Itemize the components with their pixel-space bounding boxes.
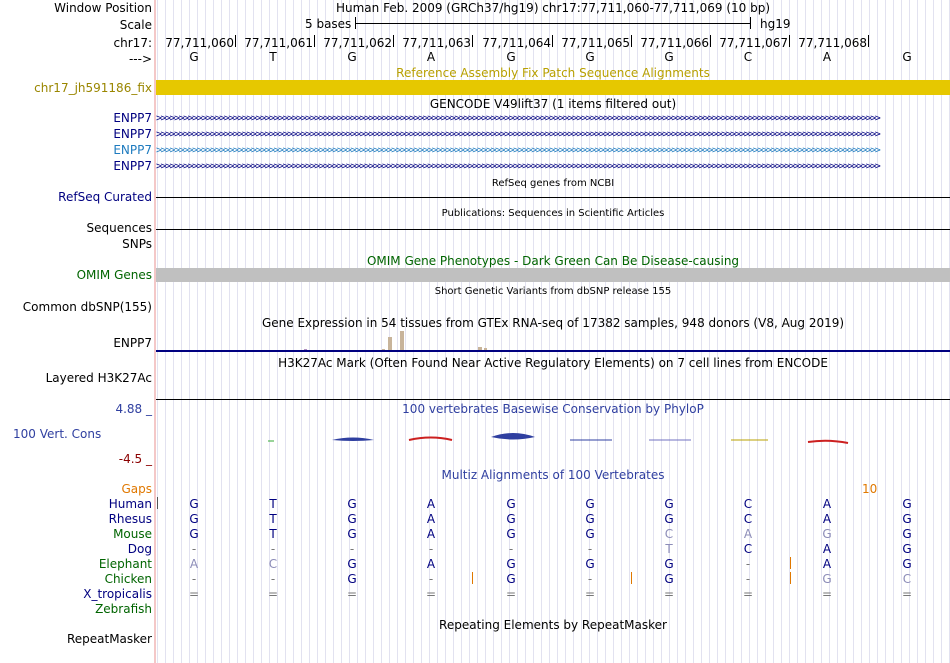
alignment-base: G xyxy=(347,572,357,586)
dbsnp-label[interactable]: Common dbSNP(155) xyxy=(22,300,152,314)
phylop-label[interactable]: 100 Vert. Cons xyxy=(13,427,102,441)
fix-patch-title: Reference Assembly Fix Patch Sequence Alignments xyxy=(396,66,710,80)
alignment-base: A xyxy=(189,557,199,571)
alignment-base: G xyxy=(347,527,357,541)
gencode-strand-3[interactable]: >>>>>>>>>>>>>>>>>>>>>>>>>>>>>>>>>>>>>>>>>>>>>>>>>>>>>>>>>>>>>>>>>>>>>>>>>>>>>>>>>>>>>>>>>>>>>>>>>>>>>>>>>>>>>>>>>>>>>>>>>>>>>>>>>>>>>>>>>>>>>>>>>>>>>>>>>>>>>>>> xyxy=(156,146,880,156)
alignment-base: G xyxy=(585,527,595,541)
alignment-base: A xyxy=(743,527,753,541)
phylop-max: 4.88 _ xyxy=(115,402,152,416)
alignment-base: - xyxy=(745,572,751,586)
refseq-label[interactable]: RefSeq Curated xyxy=(58,190,152,204)
phylop-graph[interactable] xyxy=(156,428,950,450)
publications-line xyxy=(156,229,950,230)
alignment-base: A xyxy=(426,512,436,526)
fix-patch-label[interactable]: chr17_jh591186_fix xyxy=(34,81,152,95)
gencode-item-2[interactable]: ENPP7 xyxy=(113,127,152,141)
alignment-base: C xyxy=(902,572,912,586)
alignment-base: C xyxy=(664,527,674,541)
species-label[interactable]: Zebrafish xyxy=(95,602,152,616)
repeatmasker-label[interactable]: RepeatMasker xyxy=(66,632,152,646)
alignment-base: = xyxy=(743,587,754,601)
position-tick-label: 77,711,067 xyxy=(719,36,788,50)
alignment-base: G xyxy=(902,557,912,571)
scale-text: 5 bases xyxy=(305,17,352,31)
alignment-base: G xyxy=(902,497,912,511)
window-position-label: Window Position xyxy=(54,1,152,15)
gaps-count: 10 xyxy=(862,482,878,496)
position-tick-label: 77,711,066 xyxy=(640,36,709,50)
position-tick xyxy=(472,35,473,47)
position-tick-label: 77,711,064 xyxy=(482,36,551,50)
alignment-base: G xyxy=(189,497,199,511)
alignment-base: - xyxy=(587,572,593,586)
alignment-base: - xyxy=(508,542,514,556)
h3k27ac-title: H3K27Ac Mark (Often Found Near Active Regulatory Elements) on 7 cell lines from ENCODE xyxy=(278,356,828,370)
alignment-base: G xyxy=(506,572,516,586)
alignment-base: G xyxy=(506,557,516,571)
gencode-item-4[interactable]: ENPP7 xyxy=(113,159,152,173)
alignment-base: G xyxy=(189,512,199,526)
position-tick xyxy=(710,35,711,47)
base-letter: G xyxy=(506,50,516,64)
species-label[interactable]: Elephant xyxy=(98,557,152,571)
alignment-base: - xyxy=(270,572,276,586)
position-tick xyxy=(631,35,632,47)
alignment-base: - xyxy=(191,542,197,556)
base-letter: G xyxy=(189,50,199,64)
position-tick xyxy=(393,35,394,47)
position-tick-label: 77,711,060 xyxy=(165,36,234,50)
position-tick-label: 77,711,068 xyxy=(798,36,867,50)
base-letter: A xyxy=(822,50,832,64)
base-letter: G xyxy=(902,50,912,64)
alignment-base: A xyxy=(822,512,832,526)
alignment-base: A xyxy=(426,527,436,541)
alignment-base: G xyxy=(902,527,912,541)
position-tick xyxy=(552,35,553,47)
base-letter: C xyxy=(743,50,753,64)
alignment-base: T xyxy=(665,542,673,556)
alignment-base: G xyxy=(822,572,832,586)
position-tick xyxy=(235,35,236,47)
alignment-base: G xyxy=(189,527,199,541)
gencode-item-3[interactable]: ENPP7 xyxy=(113,143,152,157)
alignment-base: G xyxy=(506,512,516,526)
h3k27ac-line xyxy=(156,399,950,400)
alignment-base: G xyxy=(347,557,357,571)
gtex-title: Gene Expression in 54 tissues from GTEx RNA-seq of 17382 samples, 948 donors (V8, Aug 2019) xyxy=(261,316,845,330)
dbsnp-title: Short Genetic Variants from dbSNP release 155 xyxy=(434,286,672,297)
position-tick-label: 77,711,065 xyxy=(561,36,630,50)
alignment-base: A xyxy=(426,557,436,571)
alignment-base: G xyxy=(347,512,357,526)
alignment-base: G xyxy=(347,497,357,511)
alignment-base: G xyxy=(506,527,516,541)
alignment-base: - xyxy=(745,557,751,571)
species-label[interactable]: Human xyxy=(108,497,152,511)
alignment-base: - xyxy=(587,542,593,556)
base-letter: T xyxy=(269,50,277,64)
position-tick-label: 77,711,062 xyxy=(323,36,392,50)
base-letter: G xyxy=(585,50,595,64)
position-tick-label: 77,711,063 xyxy=(402,36,471,50)
alignment-base: - xyxy=(191,572,197,586)
scale-assembly: hg19 xyxy=(760,17,791,31)
alignment-base: G xyxy=(585,512,595,526)
scale-bar xyxy=(355,23,751,24)
gtex-baseline xyxy=(156,350,950,352)
alignment-base: = xyxy=(189,587,200,601)
alignment-base: C xyxy=(743,497,753,511)
alignment-base: G xyxy=(506,497,516,511)
chrom-label: chr17: xyxy=(113,36,152,50)
alignment-base: T xyxy=(269,497,277,511)
omim-label[interactable]: OMIM Genes xyxy=(76,268,152,282)
alignment-base: G xyxy=(585,497,595,511)
alignment-base: C xyxy=(268,557,278,571)
alignment-base: G xyxy=(664,497,674,511)
alignment-base: C xyxy=(743,542,753,556)
alignment-base: = xyxy=(822,587,833,601)
species-label[interactable]: Chicken xyxy=(104,572,152,586)
base-letter: G xyxy=(664,50,674,64)
repeatmasker-title: Repeating Elements by RepeatMasker xyxy=(439,618,667,632)
alignment-base: T xyxy=(269,512,277,526)
alignment-base: G xyxy=(664,557,674,571)
alignment-base: = xyxy=(347,587,358,601)
omim-bar[interactable] xyxy=(156,268,950,282)
publications-title: Publications: Sequences in Scientific Articles xyxy=(441,208,665,219)
alignment-base: A xyxy=(822,497,832,511)
gtex-bars[interactable] xyxy=(156,331,950,351)
position-tick xyxy=(789,35,790,47)
alignment-base: G xyxy=(585,557,595,571)
alignment-base: A xyxy=(822,542,832,556)
gtex-label[interactable]: ENPP7 xyxy=(113,336,152,350)
alignment-base: G xyxy=(822,527,832,541)
alignment-base: - xyxy=(270,542,276,556)
window-position-text[interactable]: Human Feb. 2009 (GRCh37/hg19) chr17:77,711,060-77,711,069 (10 bp) xyxy=(335,1,770,15)
species-label[interactable]: X_tropicalis xyxy=(83,587,152,601)
alignment-base: T xyxy=(269,527,277,541)
gaps-label: Gaps xyxy=(121,482,152,496)
gencode-strand-4[interactable]: >>>>>>>>>>>>>>>>>>>>>>>>>>>>>>>>>>>>>>>>>>>>>>>>>>>>>>>>>>>>>>>>>>>>>>>>>>>>>>>>>>>>>>>>>>>>>>>>>>>>>>>>>>>>>>>>>>>>>>>>>>>>>>>>>>>>>>>>>>>>>>>>>>>>>>>>>>>>>>>> xyxy=(156,162,880,172)
refseq-line xyxy=(156,197,950,198)
alignment-base: G xyxy=(664,512,674,526)
omim-title: OMIM Gene Phenotypes - Dark Green Can Be Disease-causing xyxy=(366,254,740,268)
gencode-title: GENCODE V49lift37 (1 items filtered out) xyxy=(429,97,677,111)
strand-label: ---> xyxy=(128,52,152,66)
alignment-base: = xyxy=(585,587,596,601)
alignment-base: G xyxy=(902,542,912,556)
alignment-base: = xyxy=(268,587,279,601)
species-label[interactable]: Rhesus xyxy=(108,512,152,526)
position-tick xyxy=(868,35,869,47)
snps-label[interactable]: SNPs xyxy=(122,237,152,251)
alignment-base: - xyxy=(428,542,434,556)
multiz-title: Multiz Alignments of 100 Vertebrates xyxy=(441,468,665,482)
phylop-min: -4.5 _ xyxy=(118,452,152,466)
alignment-base: G xyxy=(902,512,912,526)
gencode-strand-1[interactable]: >>>>>>>>>>>>>>>>>>>>>>>>>>>>>>>>>>>>>>>>>>>>>>>>>>>>>>>>>>>>>>>>>>>>>>>>>>>>>>>>>>>>>>>>>>>>>>>>>>>>>>>>>>>>>>>>>>>>>>>>>>>>>>>>>>>>>>>>>>>>>>>>>>>>>>>>>>>>>>>> xyxy=(156,114,880,124)
publications-label[interactable]: Sequences xyxy=(86,221,152,235)
phylop-title: 100 vertebrates Basewise Conservation by PhyloP xyxy=(402,402,704,416)
alignment-base: C xyxy=(743,512,753,526)
base-letter: A xyxy=(426,50,436,64)
alignment-base: = xyxy=(902,587,913,601)
position-tick xyxy=(314,35,315,47)
alignment-base: = xyxy=(426,587,437,601)
base-letter: G xyxy=(347,50,357,64)
alignment-base: = xyxy=(506,587,517,601)
gencode-item-1[interactable]: ENPP7 xyxy=(113,111,152,125)
scale-label: Scale xyxy=(119,18,152,32)
alignment-base: G xyxy=(664,572,674,586)
alignment-base: - xyxy=(428,572,434,586)
species-label[interactable]: Mouse xyxy=(113,527,152,541)
h3k27ac-label[interactable]: Layered H3K27Ac xyxy=(45,371,152,385)
alignment-base: A xyxy=(426,497,436,511)
fix-patch-bar[interactable] xyxy=(156,80,950,95)
alignment-base: - xyxy=(349,542,355,556)
gencode-strand-2[interactable]: >>>>>>>>>>>>>>>>>>>>>>>>>>>>>>>>>>>>>>>>>>>>>>>>>>>>>>>>>>>>>>>>>>>>>>>>>>>>>>>>>>>>>>>>>>>>>>>>>>>>>>>>>>>>>>>>>>>>>>>>>>>>>>>>>>>>>>>>>>>>>>>>>>>>>>>>>>>>>>>> xyxy=(156,130,880,140)
refseq-title: RefSeq genes from NCBI xyxy=(491,178,615,189)
alignment-base: A xyxy=(822,557,832,571)
species-label[interactable]: Dog xyxy=(127,542,152,556)
alignment-base: = xyxy=(664,587,675,601)
position-tick-label: 77,711,061 xyxy=(244,36,313,50)
